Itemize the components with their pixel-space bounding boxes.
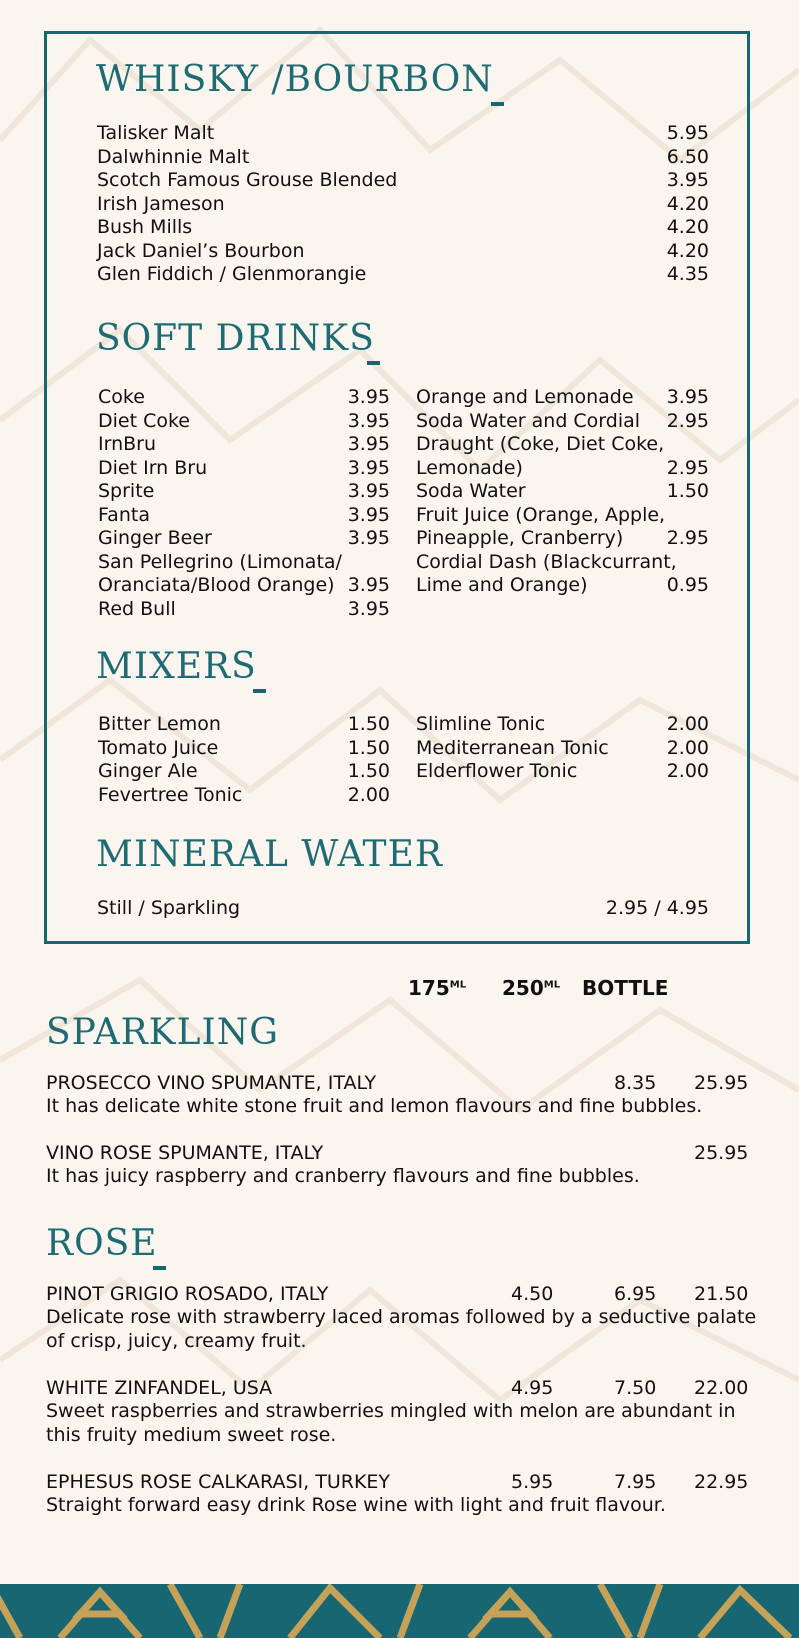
wine-description: It has delicate white stone fruit and lemon flavours and fine bubbles.	[46, 1095, 703, 1117]
mineral-water-row	[97, 897, 709, 921]
item-name: Tomato Juice	[98, 736, 219, 759]
wine-name: PROSECCO VINO SPUMANTE, ITALY	[46, 1072, 377, 1094]
item-name: Sprite	[98, 480, 155, 502]
item-price: 2.95	[666, 527, 709, 549]
item-name: Coke	[98, 386, 145, 408]
menu-row	[98, 527, 390, 551]
item-name: Soda Water	[416, 480, 526, 502]
item-price: 4.20	[666, 239, 709, 262]
item-price: 3.95	[347, 386, 390, 408]
menu-row	[97, 122, 709, 146]
item-name: Fanta	[98, 503, 150, 526]
price-250ml: 8.35	[614, 1072, 657, 1094]
heading-dash	[491, 102, 504, 106]
item-price: 3.95	[347, 527, 390, 549]
item-price: 2.95 / 4.95	[605, 897, 709, 919]
menu-row	[97, 263, 709, 287]
menu-row	[98, 480, 390, 504]
item-price: 3.95	[347, 574, 390, 596]
wine-description: It has juicy raspberry and cranberry flavours and fine bubbles.	[46, 1165, 640, 1187]
item-price: 2.95	[666, 456, 709, 479]
menu-row	[98, 504, 390, 528]
mixers-heading: MIXERS	[96, 646, 257, 687]
item-name: Lemonade)	[416, 456, 523, 479]
wine-description: Sweet raspberries and strawberries mingled with melon are abundant in this fruity medium sweet rose.	[46, 1400, 736, 1446]
price-bottle: 21.50	[694, 1283, 749, 1305]
item-price: 1.50	[347, 760, 390, 782]
item-name: Jack Daniel’s Bourbon	[97, 239, 305, 262]
mineral-water-heading: MINERAL WATER	[96, 834, 443, 875]
item-price: 2.00	[347, 783, 390, 806]
menu-row	[416, 457, 709, 481]
item-name: Oranciata/Blood Orange)	[98, 574, 335, 596]
soft-drinks-left-list	[98, 386, 390, 621]
item-price: 1.50	[347, 713, 390, 735]
menu-row	[98, 410, 390, 434]
item-name: Ginger Beer	[98, 527, 212, 549]
menu-row	[98, 737, 390, 761]
sparkling-heading: SPARKLING	[46, 1012, 279, 1053]
item-name: San Pellegrino (Limonata/	[98, 550, 342, 573]
item-name: Still / Sparkling	[97, 897, 241, 919]
item-name: Pineapple, Cranberry)	[416, 527, 624, 549]
item-name: Lime and Orange)	[416, 574, 588, 596]
menu-row	[416, 527, 709, 551]
item-name: Scotch Famous Grouse Blended	[97, 169, 398, 191]
menu-row	[98, 551, 390, 575]
mixers-right-list	[416, 713, 709, 784]
item-price: 3.95	[666, 169, 709, 191]
menu-row	[97, 146, 709, 170]
whisky-list	[97, 122, 709, 287]
price-250ml: 6.95	[614, 1283, 657, 1305]
item-price: 3.95	[347, 409, 390, 432]
item-name: Red Bull	[98, 597, 176, 620]
item-price: 2.00	[666, 713, 709, 735]
menu-row	[98, 713, 390, 737]
wine-name: EPHESUS ROSE CALKARASI, TURKEY	[46, 1471, 391, 1493]
item-price: 4.20	[666, 216, 709, 238]
menu-row	[416, 737, 709, 761]
item-name: IrnBru	[98, 433, 157, 455]
menu-row	[97, 216, 709, 240]
item-name: Slimline Tonic	[416, 713, 546, 735]
item-name: Talisker Malt	[97, 122, 215, 144]
price-250ml: 7.95	[614, 1471, 657, 1493]
item-name: Bitter Lemon	[98, 713, 221, 735]
item-price: 1.50	[666, 480, 709, 502]
col-bottle: BOTTLE	[582, 976, 669, 1000]
menu-row	[98, 574, 390, 598]
item-price: 3.95	[666, 386, 709, 408]
item-name: Mediterranean Tonic	[416, 736, 609, 759]
price-bottle: 25.95	[694, 1072, 749, 1094]
item-price: 2.00	[666, 736, 709, 759]
menu-row	[416, 410, 709, 434]
col-175ml: $175^{ML}$	[408, 976, 467, 1000]
soft-drinks-right-list	[416, 386, 709, 598]
heading-dash	[153, 1266, 166, 1270]
menu-row	[97, 240, 709, 264]
menu-row	[416, 760, 709, 784]
rose-heading: ROSE	[46, 1223, 158, 1264]
whisky-heading: WHISKY /BOURBON	[96, 59, 494, 100]
price-175ml: 5.95	[511, 1471, 554, 1493]
menu-row	[98, 598, 390, 622]
price-bottle: 22.95	[694, 1471, 749, 1493]
wine-name: PINOT GRIGIO ROSADO, ITALY	[46, 1283, 329, 1305]
item-name: Diet Irn Bru	[98, 456, 208, 479]
menu-row	[416, 504, 709, 528]
item-name: Draught (Coke, Diet Coke,	[416, 433, 665, 455]
item-price: 3.95	[347, 480, 390, 502]
item-name: Fevertree Tonic	[98, 783, 243, 806]
price-175ml: 4.50	[511, 1283, 554, 1305]
item-price: 0.95	[666, 574, 709, 596]
price-175ml: 4.95	[511, 1377, 554, 1399]
item-price: 5.95	[666, 122, 709, 144]
item-name: Cordial Dash (Blackcurrant,	[416, 550, 677, 573]
menu-row	[98, 433, 390, 457]
heading-dash	[367, 361, 380, 365]
mixers-left-list	[98, 713, 390, 807]
footer-pattern	[0, 1584, 799, 1638]
wine-name: VINO ROSE SPUMANTE, ITALY	[46, 1142, 324, 1164]
price-bottle: 25.95	[694, 1142, 749, 1164]
item-price: 3.95	[347, 433, 390, 455]
menu-row	[98, 784, 390, 808]
soft-drinks-heading: SOFT DRINKS	[96, 318, 375, 359]
item-name: Soda Water and Cordial	[416, 409, 641, 432]
item-price: 4.20	[666, 192, 709, 215]
item-name: Irish Jameson	[97, 192, 225, 215]
item-name: Diet Coke	[98, 409, 190, 432]
item-price: 3.95	[347, 456, 390, 479]
menu-row	[416, 713, 709, 737]
menu-row	[416, 574, 709, 598]
menu-row	[416, 551, 709, 575]
heading-dash	[253, 689, 266, 693]
wine-description: Delicate rose with strawberry laced aromas followed by a seductive palate of crisp, juicy, creamy fruit.	[46, 1306, 757, 1352]
item-price: 3.95	[347, 597, 390, 620]
col-250ml: $250^{ML}$	[502, 976, 561, 1000]
item-name: Dalwhinnie Malt	[97, 145, 250, 168]
item-price: 1.50	[347, 736, 390, 759]
menu-row	[416, 386, 709, 410]
menu-row	[416, 433, 709, 457]
wine-name: WHITE ZINFANDEL, USA	[46, 1377, 273, 1399]
item-name: Ginger Ale	[98, 760, 198, 782]
item-price: 2.00	[666, 760, 709, 782]
item-name: Orange and Lemonade	[416, 386, 634, 408]
item-price: 4.35	[666, 263, 709, 285]
menu-row	[98, 760, 390, 784]
item-name: Glen Fiddich / Glenmorangie	[97, 263, 367, 285]
menu-row	[97, 169, 709, 193]
menu-row	[416, 480, 709, 504]
item-price: 6.50	[666, 145, 709, 168]
menu-row	[98, 457, 390, 481]
price-bottle: 22.00	[694, 1377, 749, 1399]
item-name: Fruit Juice (Orange, Apple,	[416, 503, 666, 526]
item-name: Bush Mills	[97, 216, 193, 238]
item-price: 2.95	[666, 409, 709, 432]
price-250ml: 7.50	[614, 1377, 657, 1399]
item-price: 3.95	[347, 503, 390, 526]
item-name: Elderflower Tonic	[416, 760, 578, 782]
wine-description: Straight forward easy drink Rose wine with light and fruit flavour.	[46, 1494, 666, 1516]
menu-row	[97, 193, 709, 217]
menu-row	[98, 386, 390, 410]
